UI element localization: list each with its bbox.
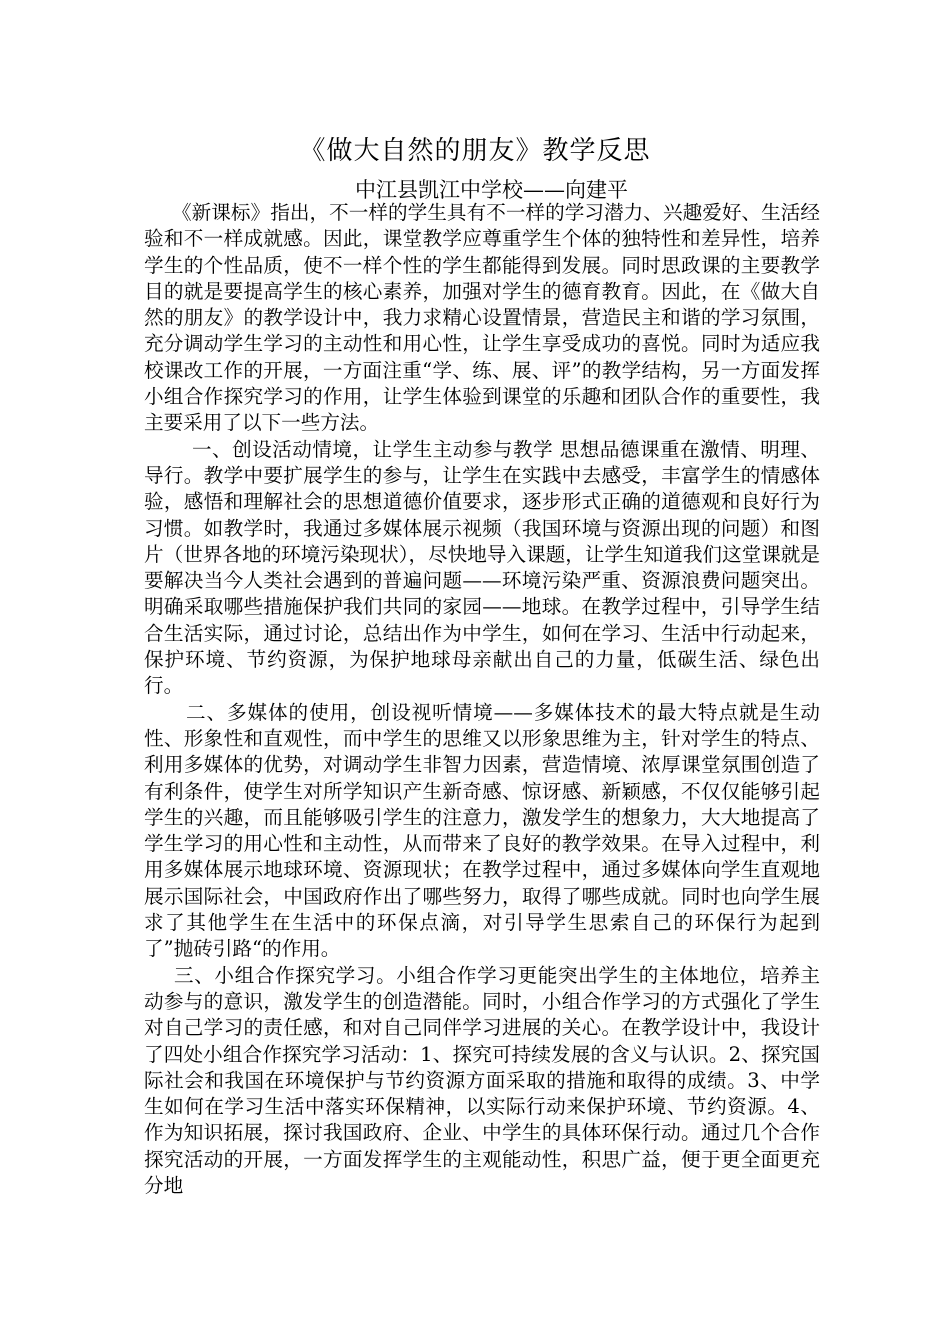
paragraph-method-3: 三、小组合作探究学习。小组合作学习更能突出学生的主体地位，培养主动参与的意识，激发学生的创造潜能。同时，小组合作学习的方式强化了学生对自己学习的责任感，和对自己同伴学习进展的关心。在教学设计中，我设计了四处小组合作探究学习活动：1、探究可持续发展的含义与认识。2、探究国际社会和我国在环境保护与节约资源方面采取的措施和取得的成绩。3、中学生如何在学习生活中落实环保精神，以实际行动来保护环境、节约资源。4、作为知识拓展，探讨我国政府、企业、中学生的具体环保行动。通过几个合作探究活动的开展，一方面发挥学生的主观能动性，积思广益，便于更全面更充分地 (144, 963, 820, 1197)
document-title: 《做大自然的朋友》教学反思 (299, 136, 651, 166)
paragraph-method-2: 二、多媒体的使用，创设视听情境——多媒体技术的最大特点就是生动性、形象性和直观性，而中学生的思维又以形象思维为主，针对学生的特点、利用多媒体的优势，对调动学生非智力因素，营造情境、浓厚课堂氛围创造了有利条件，使学生对所学知识产生新奇感、惊讶感、新颖感，不仅仅能够引起学生的兴趣，而且能够吸引学生的注意力，激发学生的想象力，大大地提高了学生学习的用心性和主动性，从而带来了良好的教学效果。在导入过程中，利用多媒体展示地球环境、资源现状；在教学过程中，通过多媒体向学生直观地展示国际社会，中国政府作出了哪些努力，取得了哪些成就。同时也向学生展求了其他学生在生活中的环保点滴，对引导学生思索自己的环保行为起到了”抛砖引路“的作用。 (144, 700, 820, 961)
paragraph-intro: 《新课标》指出，不一样的学生具有不一样的学习潜力、兴趣爱好、生活经验和不一样成就感。因此，课堂教学应尊重学生个体的独特性和差异性，培养学生的个性品质，使不一样个性的学生都能得到发展。同时思政课的主要教学目的就是要提高学生的核心素养，加强对学生的德育教育。因此，在《做大自然的朋友》的教学设计中，我力求精心设置情景，营造民主和谐的学习氛围，充分调动学生学习的主动性和用心性，让学生享受成功的喜悦。同时为适应我校课改工作的开展，一方面注重“学、练、展、评”的教学结构，另一方面发挥小组合作探究学习的作用，让学生体验到课堂的乐趣和团队合作的重要性，我主要采用了以下一些方法。 (144, 201, 820, 435)
author-line: 中江县凯江中学校——向建平 (355, 178, 628, 202)
document-body (144, 200, 820, 1199)
paragraph-method-1: 一、创设活动情境，让学生主动参与教学 思想品德课重在激情、明理、导行。教学中要扩展学生的参与，让学生在实践中去感受，丰富学生的情感体验，感悟和理解社会的思想道德价值要求，逐步形式正确的道德观和良好行为习惯。如教学时，我通过多媒体展示视频（我国环境与资源出现的问题）和图片（世界各地的环境污染现状），尽快地导入课题，让学生知道我们这堂课就是要解决当今人类社会遇到的普遍问题——环境污染严重、资源浪费问题突出。明确采取哪些措施保护我们共同的家园——地球。在教学过程中，引导学生结合生活实际，通过讨论，总结出作为中学生，如何在学习、生活中行动起来，保护环境、节约资源，为保护地球母亲献出自己的力量，低碳生活、绿色出行。 (144, 437, 820, 698)
